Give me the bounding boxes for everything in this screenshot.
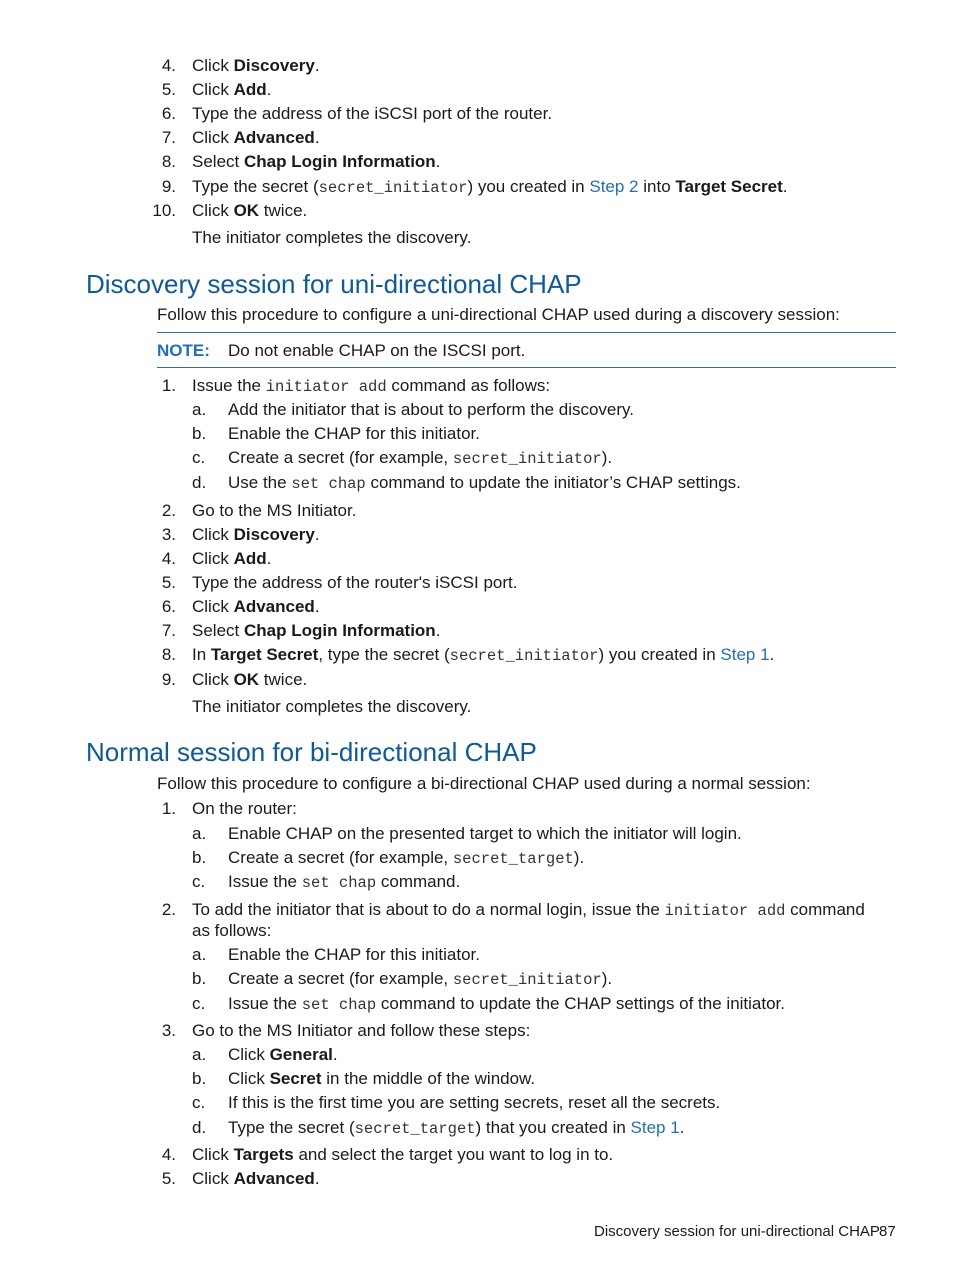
section-heading-discovery: Discovery session for uni-directional CHAP bbox=[86, 269, 582, 299]
list-number: 8. bbox=[161, 645, 176, 664]
list-item: Go to the MS Initiator. bbox=[192, 501, 357, 520]
sub-item: If this is the first time you are setting secrets, reset all the secrets. bbox=[228, 1093, 721, 1112]
list-number: 9. bbox=[161, 177, 176, 196]
sub-item: Click Secret in the middle of the window. bbox=[228, 1069, 536, 1088]
list-number: 10. bbox=[152, 201, 176, 220]
sub-letter: a. bbox=[192, 824, 207, 843]
list-item: Select Chap Login Information. bbox=[192, 152, 441, 171]
section-intro: Follow this procedure to configure a uni-directional CHAP used during a discovery session: bbox=[157, 305, 840, 324]
list-item: Go to the MS Initiator and follow these steps: bbox=[192, 1021, 531, 1040]
step-2-link[interactable]: Step 2 bbox=[589, 177, 639, 196]
list-number: 1. bbox=[161, 799, 176, 818]
list-number: 3. bbox=[161, 1021, 176, 1040]
sub-letter: a. bbox=[192, 945, 207, 964]
sub-letter: a. bbox=[192, 1045, 207, 1064]
note-text: Do not enable CHAP on the ISCSI port. bbox=[228, 341, 526, 360]
list-number: 3. bbox=[161, 525, 176, 544]
sub-item: Click General. bbox=[228, 1045, 338, 1064]
sub-item: Issue the set chap command to update the CHAP settings of the initiator. bbox=[228, 994, 786, 1014]
sub-item: Type the secret (secret_target) that you created in Step 1. bbox=[228, 1118, 685, 1138]
list-number: 2. bbox=[161, 900, 176, 919]
list-item: Type the address of the router's iSCSI port. bbox=[192, 573, 518, 592]
list-number: 4. bbox=[161, 1145, 176, 1164]
sub-item: Use the set chap command to update the initiator’s CHAP settings. bbox=[228, 473, 741, 493]
section-intro: Follow this procedure to configure a bi-directional CHAP used during a normal session: bbox=[157, 774, 811, 793]
sub-item: Issue the set chap command. bbox=[228, 872, 461, 892]
list-number: 2. bbox=[161, 501, 176, 520]
sub-letter: c. bbox=[192, 448, 206, 467]
result-text: The initiator completes the discovery. bbox=[192, 697, 472, 716]
list-number: 8. bbox=[161, 152, 176, 171]
list-number: 5. bbox=[161, 573, 176, 592]
list-item: Click Advanced. bbox=[192, 128, 320, 147]
note-bottom-rule bbox=[157, 367, 896, 368]
list-item: Click Discovery. bbox=[192, 525, 320, 544]
list-item-continuation: as follows: bbox=[192, 921, 272, 940]
footer-section-title: Discovery session for uni-directional CHAP bbox=[594, 1223, 880, 1240]
code-secret-initiator: secret_initiator bbox=[318, 179, 468, 197]
list-item: Click Discovery. bbox=[192, 56, 320, 75]
sub-letter: d. bbox=[192, 1118, 207, 1137]
list-number: 1. bbox=[161, 376, 176, 395]
list-number: 9. bbox=[161, 670, 176, 689]
list-number: 6. bbox=[161, 104, 176, 123]
list-number: 5. bbox=[161, 80, 176, 99]
sub-item: Create a secret (for example, secret_target). bbox=[228, 848, 585, 868]
list-item: Select Chap Login Information. bbox=[192, 621, 441, 640]
list-item: Type the address of the iSCSI port of the router. bbox=[192, 104, 553, 123]
list-item: Click Advanced. bbox=[192, 597, 320, 616]
sub-letter: d. bbox=[192, 473, 207, 492]
page-number: 87 bbox=[879, 1223, 896, 1240]
sub-item: Add the initiator that is about to perform the discovery. bbox=[228, 400, 635, 419]
list-item: Type the secret (secret_initiator) you created in Step 2 into Target Secret. bbox=[192, 177, 788, 197]
note-top-rule bbox=[157, 332, 896, 333]
sub-letter: c. bbox=[192, 1093, 206, 1112]
step-1-link[interactable]: Step 1 bbox=[720, 645, 770, 664]
list-item: Click OK twice. bbox=[192, 201, 308, 220]
list-number: 4. bbox=[161, 549, 176, 568]
sub-letter: c. bbox=[192, 994, 206, 1013]
sub-item: Create a secret (for example, secret_initiator). bbox=[228, 969, 613, 989]
list-item: To add the initiator that is about to do a normal login, issue the initiator add command bbox=[192, 900, 865, 920]
sub-item: Enable the CHAP for this initiator. bbox=[228, 945, 480, 964]
list-number: 6. bbox=[161, 597, 176, 616]
list-item: Click OK twice. bbox=[192, 670, 308, 689]
list-item: Click Targets and select the target you want to log in to. bbox=[192, 1145, 614, 1164]
sub-item: Enable CHAP on the presented target to which the initiator will login. bbox=[228, 824, 742, 843]
sub-letter: a. bbox=[192, 400, 207, 419]
section-heading-normal: Normal session for bi-directional CHAP bbox=[86, 737, 537, 767]
list-number: 5. bbox=[161, 1169, 176, 1188]
note-label: NOTE: bbox=[157, 341, 210, 360]
list-item: In Target Secret, type the secret (secret_initiator) you created in Step 1. bbox=[192, 645, 775, 665]
sub-item: Create a secret (for example, secret_initiator). bbox=[228, 448, 613, 468]
list-item: Click Advanced. bbox=[192, 1169, 320, 1188]
sub-letter: b. bbox=[192, 1069, 207, 1088]
list-item: Issue the initiator add command as follows: bbox=[192, 376, 551, 396]
result-text: The initiator completes the discovery. bbox=[192, 228, 472, 247]
list-item: Click Add. bbox=[192, 549, 272, 568]
sub-letter: b. bbox=[192, 969, 207, 988]
list-number: 7. bbox=[161, 621, 176, 640]
sub-letter: c. bbox=[192, 872, 206, 891]
sub-letter: b. bbox=[192, 424, 207, 443]
list-number: 7. bbox=[161, 128, 176, 147]
sub-item: Enable the CHAP for this initiator. bbox=[228, 424, 480, 443]
list-item: Click Add. bbox=[192, 80, 272, 99]
step-1-link[interactable]: Step 1 bbox=[630, 1118, 680, 1137]
list-number: 4. bbox=[161, 56, 176, 75]
sub-letter: b. bbox=[192, 848, 207, 867]
list-item: On the router: bbox=[192, 799, 297, 818]
